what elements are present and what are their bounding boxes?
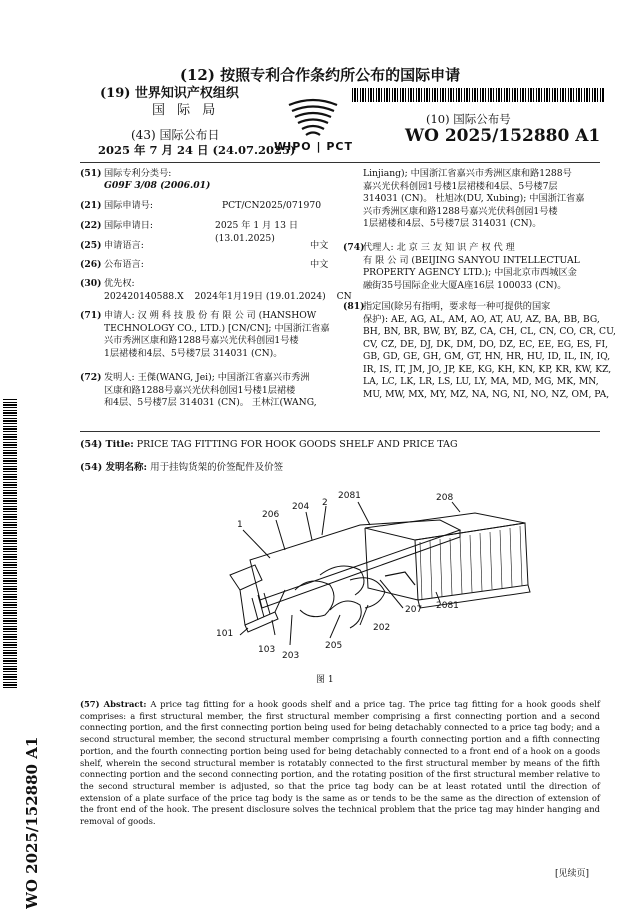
wipo-logo-icon [285, 97, 341, 137]
priority-country: CN [336, 291, 352, 302]
agent-line: 代理人: 北 京 三 友 知 识 产 权 代 理 [363, 242, 515, 253]
continued-note: [见续页] [555, 869, 590, 879]
side-barcode-icon [3, 398, 17, 688]
field-code: (21) [80, 200, 102, 211]
field-code: (30) [80, 278, 102, 289]
section-divider [80, 431, 600, 432]
title-chinese [80, 459, 283, 473]
applicant-line: TECHNOLOGY CO., LTD.) [CN/CN]; 中国浙江省嘉 [104, 322, 330, 334]
field-code: (71) [80, 310, 102, 321]
inventor-line: Linjiang); 中国浙江省嘉兴市秀洲区康和路1288号 [363, 168, 572, 179]
org-line-2: 国 际 局 [152, 103, 220, 118]
filing-date: 2025 年 1 月 13 日 (13.01.2025) [215, 220, 299, 244]
applicant-line: 兴市秀洲区康和路1288号嘉兴光伏科创园1号楼 [104, 335, 299, 346]
field-code: (51) [80, 168, 102, 179]
designated-states [363, 301, 616, 401]
organization-name [100, 85, 239, 119]
figure-caption: 图 1 [316, 675, 334, 685]
inventor-line: 和4层、5号楼7层 314031 (CN)。 王林江(WANG, [104, 397, 317, 408]
states-line: GB, GD, GE, GH, GM, GT, HN, HR, HU, ID, IL, IN, IQ, [363, 351, 611, 362]
field-code: (22) [80, 220, 102, 231]
field-code: (74) [343, 242, 365, 253]
inventor-line: 嘉兴光伏科创园1号楼1层裙楼和4层、5号楼7层 [363, 180, 558, 192]
states-line: 保护): AE, AG, AL, AM, AO, AT, AU, AZ, BA, BB, BG, [363, 313, 600, 325]
applicant-line: 申请人: 汉 朔 科 技 股 份 有 限 公 司 (HANSHOW [104, 310, 317, 321]
inventors [104, 372, 317, 410]
publication-date-label: (43) 国际公布日 [131, 128, 220, 142]
agent-line: 融街35号国际企业大厦A座16层 100033 (CN)。 [363, 279, 567, 291]
applicant [104, 310, 330, 360]
publication-number: WO 2025/152880 A1 [405, 126, 601, 146]
states-line: LA, LC, LK, LR, LS, LU, LY, MA, MD, MG, MK, MN, [363, 376, 599, 387]
figure-label: 208 [436, 493, 454, 503]
agent-line: PROPERTY AGENCY LTD.); 中国北京市西城区金 [363, 267, 577, 278]
figure-label: 2081 [338, 491, 361, 501]
title-english [80, 439, 458, 450]
title-text: PRICE TAG FITTING FOR HOOK GOODS SHELF AND PRICE TAG [136, 439, 458, 450]
filing-language: 中文 [310, 240, 329, 251]
figure-label: 207 [405, 605, 423, 615]
figure-label: 206 [262, 510, 280, 520]
application-number-label: 国际申请号: [104, 200, 154, 211]
publication-language-label: 公布语言: [104, 259, 144, 270]
field-code: (25) [80, 240, 102, 251]
states-line: BH, BN, BR, BW, BY, BZ, CA, CH, CL, CN, CO, CR, CU, [363, 326, 616, 337]
barcode-icon [352, 88, 604, 102]
publication-language: 中文 [310, 259, 329, 270]
inventor-continued [363, 168, 584, 231]
inventor-line: 314031 (CN)。 杜旭冰(DU, Xubing); 中国浙江省嘉 [363, 193, 585, 204]
inventor-line: 发明人: 王傑(WANG, Jei); 中国浙江省嘉兴市秀洲 [104, 372, 310, 383]
figure-label: 202 [373, 623, 391, 633]
org-line-1: (19) 世界知识产权组织 [100, 86, 239, 101]
priority-label: 优先权: [104, 278, 135, 289]
applicant-line: 1层裙楼和4层、5号楼7层 314031 (CN)。 [104, 347, 283, 359]
states-line: CV, CZ, DE, DJ, DK, DM, DO, DZ, EC, EE, EG, ES, FI, [363, 338, 609, 350]
agent [363, 242, 580, 292]
figure-label: 101 [216, 629, 234, 639]
field-code: (72) [80, 372, 102, 383]
figure-label: 1 [237, 520, 243, 530]
header-divider [80, 162, 600, 163]
ipc-label: 国际专利分类号: [104, 168, 172, 179]
title-text: 用于挂钩货架的价签配件及价签 [150, 462, 284, 473]
figure-label: 103 [258, 645, 276, 655]
inventor-line: 区康和路1288号嘉兴光伏科创园1号楼1层裙楼 [104, 384, 296, 396]
inventor-line: 兴市秀洲区康和路1288号嘉兴光伏科创园1号楼 [363, 205, 558, 217]
application-number: PCT/CN2025/071970 [222, 200, 322, 211]
states-line: IR, IS, IT, JM, JO, JP, KE, KG, KH, KN, KP, KR, KW, KZ, [363, 363, 612, 375]
filing-date-label: 国际申请日: [104, 220, 154, 231]
states-line: MU, MW, MX, MY, MZ, NA, NG, NI, NO, NZ, OM, PA, [363, 388, 610, 400]
publication-date: 2025 年 7 月 24 日 (24.07.2025) [98, 143, 296, 157]
figure-label: 204 [292, 502, 310, 512]
field-code: (26) [80, 259, 102, 270]
title-code: (54) Title: [80, 439, 134, 450]
abstract [80, 699, 600, 828]
field-code: (81) [343, 301, 365, 312]
side-publication-number: WO 2025/152880 A1 [23, 736, 41, 909]
inventor-line: 1层裙楼和4层、5号楼7层 314031 (CN)。 [363, 218, 542, 229]
figure-label: 203 [282, 651, 300, 661]
states-line: 指定国(除另有指明，要求每一种可提供的国家 [363, 301, 551, 312]
wipo-logo-text: WIPO | PCT [274, 140, 353, 153]
figure-label: 2 [322, 498, 328, 508]
priority-date: 2024年1月19日 (19.01.2024) [194, 291, 326, 302]
abstract-code: (57) Abstract: [80, 699, 147, 709]
filing-language-label: 申请语言: [104, 240, 144, 251]
publication-number-label: (10) 国际公布号 [426, 112, 511, 126]
priority-number: 202420140588.X [104, 291, 184, 302]
agent-line: 有 限 公 司 (BEIJING SANYOU INTELLECTUAL [363, 254, 580, 266]
document-heading: (12) 按照专利合作条约所公布的国际申请 [179, 66, 461, 84]
priority-entry [104, 291, 352, 304]
patent-drawing [200, 480, 620, 670]
figure-label: 205 [325, 641, 343, 651]
abstract-text: A price tag fitting for a hook goods shelf and a price tag. The price tag fitting for a hook goods shelf comprises: a first structural member, the first structural member comprising a first connecting portion and a second connecting portion, and the first connecting portion being used for being detachably connected to a price tag body; and a second structural member, the second structural member comprising a fourth connecting portion and a fifth connecting portion, and the fourth connecting portion being used for being detachably connected to a front end of a hook on a goods shelf, wherein the second structural member is rotatably connected to the first structural member by means of the fifth connecting portion and the second connecting portion, and the rotating position of the first structural member relative to the second structural member is adjusted, so that the price tag body can be at least rotated until the direction of extension of a plate surface of the price tag body is the same as or tends to be the same as the direction of extension of the front end of the hook. The present disclosure solves the technical problem that the price tag may hinder hanging and removal of goods. [80, 699, 600, 827]
title-code: (54) 发明名称: [80, 462, 148, 473]
ipc-value: G09F 3/08 (2006.01) [104, 180, 211, 191]
figure-label: 2081 [436, 601, 459, 611]
